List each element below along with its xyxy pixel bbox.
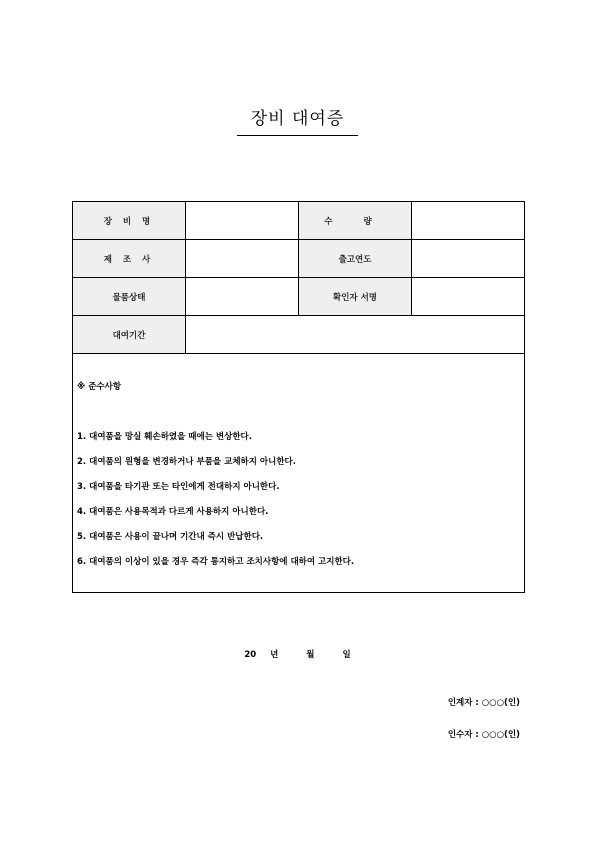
item-condition-label: 물품상태 [73,278,186,316]
title-area [0,104,595,136]
rule-item: 6. 대여품의 이상이 있을 경우 즉각 통지하고 조치사항에 대하여 고지한다. [77,557,355,567]
rental-form-table [72,201,525,593]
rental-period-field[interactable] [186,316,525,354]
rule-item: 2. 대여품의 원형을 변경하거나 부품을 교체하지 아니한다. [77,457,296,467]
form-row-condition [73,278,525,316]
quantity-label: 수 량 [299,202,412,240]
notes-heading: ※ 준수사항 [77,382,122,392]
compliance-notes [73,354,525,593]
rule-item: 3. 대여품을 타기관 또는 타인에게 전대하지 아니한다. [77,482,280,492]
rental-period-label: 대여기간 [73,316,186,354]
date-line [0,648,595,660]
confirmer-signature-field[interactable] [412,278,525,316]
release-year-field[interactable] [412,240,525,278]
form-row-manufacturer [73,240,525,278]
year-unit: 년 [270,650,279,660]
rule-item: 1. 대여품을 망실 훼손하였을 때에는 변상한다. [77,432,252,442]
form-row-notes [73,354,525,593]
manufacturer-label: 제 조 사 [73,240,186,278]
manufacturer-field[interactable] [186,240,299,278]
form-row-period [73,316,525,354]
giver-signature: 인계자 : ○○○(인) [447,698,520,708]
rule-item: 4. 대여품은 사용목적과 다르게 사용하지 아니한다. [77,507,269,517]
equipment-name-label: 장 비 명 [73,202,186,240]
day-unit: 일 [342,650,351,660]
receiver-signature: 인수자 : ○○○(인) [447,730,520,740]
release-year-label: 출고연도 [299,240,412,278]
equipment-name-field[interactable] [186,202,299,240]
year-prefix: 20 [244,650,257,660]
form-row-equipment [73,202,525,240]
confirmer-signature-label: 확인자 서명 [299,278,412,316]
month-unit: 월 [306,650,315,660]
rule-item: 5. 대여품은 사용이 끝나며 기간내 즉시 반납한다. [77,532,264,542]
item-condition-field[interactable] [186,278,299,316]
document-title: 장비 대여증 [237,104,359,136]
quantity-field[interactable] [412,202,525,240]
